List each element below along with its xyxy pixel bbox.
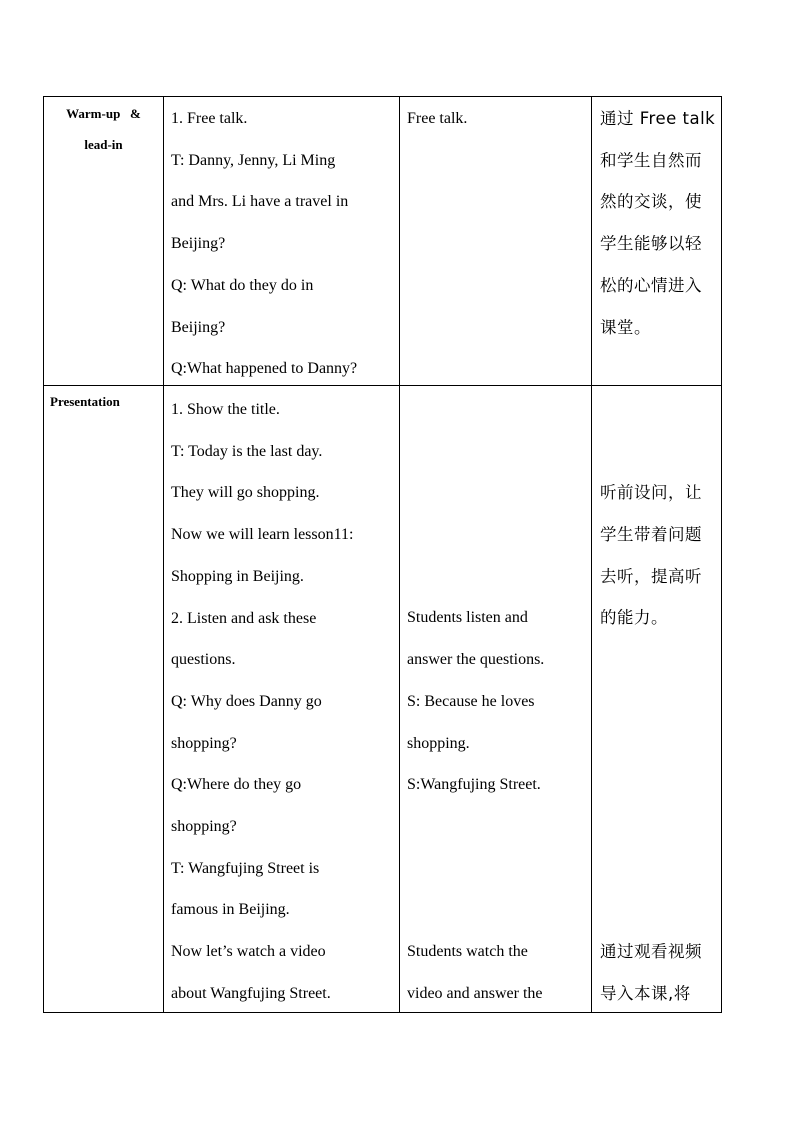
row-warmup-teacher-cell [171, 97, 397, 390]
teacher-line: Beijing? [171, 318, 226, 336]
purpose-line: 课堂。 [600, 317, 651, 337]
students-line: Free talk. [407, 110, 468, 127]
purpose-line: 去听，提高听 [600, 566, 702, 586]
teacher-line: 1. Show the title. [171, 401, 280, 418]
teacher-line: Now let’s watch a video [171, 943, 326, 961]
purpose-line: 学生能够以轻 [600, 234, 702, 254]
students-line: Students listen and [407, 609, 528, 627]
row-warmup-students-cell [407, 97, 589, 140]
row-presentation-students-cell [407, 389, 589, 1014]
teacher-line: T: Danny, Jenny, Li Ming [171, 151, 336, 169]
teacher-line: questions. [171, 651, 236, 669]
column-divider-3 [591, 97, 592, 1012]
teacher-line: Q:What happened to Danny? [171, 360, 358, 378]
purpose-line: 松的心情进入 [600, 275, 702, 295]
purpose-line: 听前设问，让 [600, 483, 702, 503]
purpose-line: 和学生自然而 [600, 150, 702, 170]
teacher-line: shopping? [171, 818, 237, 836]
teacher-line: about Wangfujing Street. [171, 984, 331, 1002]
teacher-line: Shopping in Beijing. [171, 567, 304, 585]
teacher-line: famous in Beijing. [171, 901, 290, 919]
stage-label-line1: Warm-up & [66, 106, 141, 121]
students-line: Students watch the [407, 943, 528, 961]
teacher-line: and Mrs. Li have a travel in [171, 193, 349, 211]
column-divider-1 [163, 97, 164, 1012]
teacher-line: 1. Free talk. [171, 110, 248, 127]
row-warmup-purpose-cell [600, 97, 720, 348]
teacher-line: T: Today is the last day. [171, 442, 323, 460]
teacher-line: Q:Where do they go [171, 776, 302, 794]
row-presentation-stage-cell [50, 386, 162, 417]
stage-label-line1: Presentation [50, 394, 120, 409]
students-line: shopping. [407, 734, 470, 752]
purpose-line: 学生带着问题 [600, 525, 702, 545]
students-line: S:Wangfujing Street. [407, 776, 541, 794]
purpose-line: 通过 Free talk [600, 109, 716, 128]
purpose-line: 导入本课,将 [600, 983, 691, 1003]
teacher-line: T: Wangfujing Street is [171, 859, 320, 877]
purpose-line: 通过观看视频 [600, 942, 702, 961]
purpose-line: 然的交谈，使 [600, 192, 702, 212]
teacher-line: Now we will learn lesson11: [171, 526, 354, 544]
teacher-line: Beijing? [171, 235, 226, 253]
teacher-line: Q: Why does Danny go [171, 692, 322, 710]
row-presentation-purpose-cell [600, 389, 720, 1014]
purpose-line: 的能力。 [600, 608, 668, 628]
students-line: S: Because he loves [407, 692, 535, 710]
stage-label-line2: lead-in [84, 137, 123, 152]
teacher-line: 2. Listen and ask these [171, 609, 317, 627]
row-presentation-teacher-cell [171, 389, 397, 1015]
row-warmup-stage-cell [44, 97, 163, 385]
teacher-line: They will go shopping. [171, 484, 320, 502]
teacher-line: shopping? [171, 734, 237, 752]
column-divider-2 [399, 97, 400, 1012]
students-line: answer the questions. [407, 651, 545, 669]
teacher-line: Q: What do they do in [171, 276, 314, 294]
lesson-plan-table [43, 96, 722, 1013]
students-line: video and answer the [407, 984, 543, 1002]
